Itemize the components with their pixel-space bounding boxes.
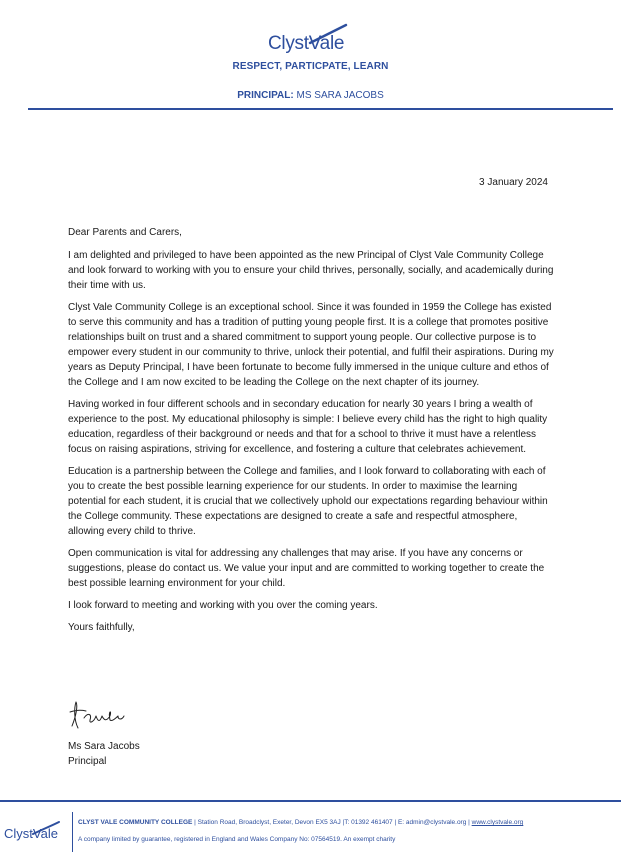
signatory-title: Principal (68, 756, 107, 767)
footer-college-name: CLYST VALE COMMUNITY COLLEGE (78, 819, 193, 826)
paragraph: Clyst Vale Community College is an exceptional school. Since it was founded in 1959 the College has existed to serve this community and has a tradition of putting young people first. It is a college that promotes positive relationships built on trust and a shared commitment to support young people. Our collective purpose is to empower every student in our community to thrive, unlock their potential, and fulfil their aspirations. During my years as Deputy Principal, I have been fortunate to become fully immersed in the unique culture and ethos of the College and I am now excited to be leading the College on the next chapter of its journey. (68, 302, 554, 388)
footer-company-line: A company limited by guarantee, registered in England and Wales Company No: 07564519. An exempt charity (78, 836, 396, 843)
footer-vertical-divider (72, 812, 73, 852)
footer-logo-text: ClystVale (4, 826, 58, 841)
header-divider (28, 108, 613, 110)
college-logo (268, 23, 358, 57)
paragraph: I am delighted and privileged to have been appointed as the new Principal of Clyst Vale Community College and look forward to working with you to ensure your child thrives, personally, socially, and academically during their time with us. (68, 250, 554, 291)
salutation: Dear Parents and Carers, (68, 227, 182, 238)
footer-address: | Station Road, Broadclyst, Exeter, Devon EX5 3AJ |T: 01392 461407 | E: admin@clystvale.org | (192, 819, 472, 826)
letter-body (68, 225, 556, 642)
principal-line (0, 90, 621, 101)
principal-label: PRINCIPAL: (237, 90, 294, 101)
logo-text: ClystVale (268, 33, 345, 54)
paragraph: Open communication is vital for addressing any challenges that may arise. If you have any concerns or suggestions, please do contact us. We value your input and are committed to working together to create the best possible learning environment for your child. (68, 548, 545, 589)
college-motto: RESPECT, PARTICPATE, LEARN (232, 61, 389, 72)
footer-logo (4, 820, 74, 850)
footer-divider (0, 800, 621, 802)
closing: Yours faithfully, (68, 622, 135, 633)
paragraph: Having worked in four different schools and in secondary education for nearly 30 years I bring a wealth of experience to the post. My educational philosophy is simple: I believe every child has the right to high quality education, regardless of their background or needs and that for a school to thrive it must have a relentless focus on raising aspirations, striving for excellence, and fostering a culture that celebrates achievement. (68, 399, 548, 455)
handwritten-signature (66, 698, 136, 732)
signatory-name: Ms Sara Jacobs (68, 741, 140, 752)
footer-website-link[interactable]: www.clystvale.org (471, 819, 524, 826)
signature-block (68, 739, 140, 769)
footer-contact-line (78, 819, 523, 826)
paragraph: Education is a partnership between the College and families, and I look forward to collaborating with each of you to create the best possible learning experience for our students. In order to maximise the learning potential for each student, it is crucial that we collectively uphold our expectations regarding behaviour within the College community. These expectations are designed to create a safe and respectful atmosphere, allowing every child to thrive. (68, 466, 548, 537)
letter-date: 3 January 2024 (479, 177, 548, 188)
paragraph: I look forward to meeting and working with you over the coming years. (68, 600, 378, 611)
principal-name: MS SARA JACOBS (296, 90, 384, 101)
